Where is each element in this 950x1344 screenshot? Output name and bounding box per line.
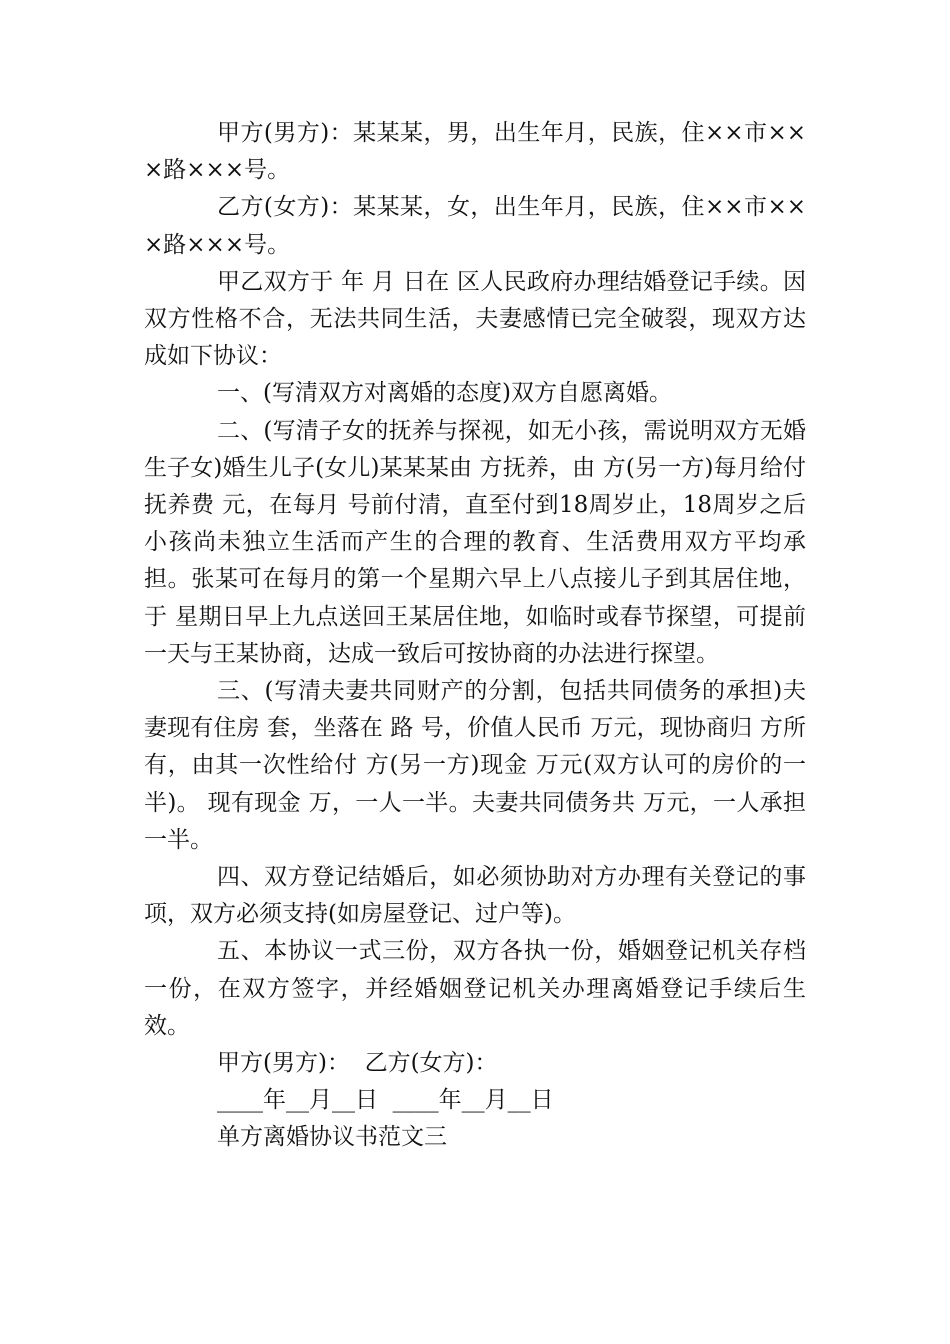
party-b-paragraph: 乙方(女方)：某某某，女，出生年月，民族，住××市×××路×××号。 [144, 194, 806, 258]
marriage-registration-paragraph: 甲乙双方于 年 月 日在 区人民政府办理结婚登记手续。因双方性格不合，无法共同生活，夫妻感情已完全破裂，现双方达成如下协议： [144, 268, 806, 370]
clause-4-paragraph: 四、双方登记结婚后，如必须协助对方办理有关登记的事项，双方必须支持(如房屋登记、过户等)。 [144, 864, 806, 928]
party-a-paragraph: 甲方(男方)：某某某，男，出生年月，民族，住××市×××路×××号。 [144, 120, 806, 184]
date-line: ____年__月__日 ____年__月__日 [217, 1087, 554, 1114]
next-section-title: 单方离婚协议书范文三 [217, 1124, 447, 1151]
clause-2-paragraph: 二、(写清子女的抚养与探视，如无小孩，需说明双方无婚生子女)婚生儿子(女儿)某某某由 方抚养，由 方(另一方)每月给付抚养费 元，在每月 号前付清，直至付到18周岁止，18周岁之后小孩尚未独立生活而产生的合理的教育、生活费用双方平均承担。张某可在每月的第一个星期六早上八点接儿子到其居住地，于 星期日早上九点送回王某居住地，如临时或春节探望，可提前一天与王某协商，达成一致后可按协商的办法进行探望。 [144, 417, 806, 667]
clause-3-paragraph: 三、(写清夫妻共同财产的分割，包括共同债务的承担)夫妻现有住房 套，坐落在 路 号，价值人民币 万元，现协商归 方所有，由其一次性给付 方(另一方)现金 万元(双方认可的房价的一半)。 现有现金 万，一人一半。夫妻共同债务共 万元，一人承担一半。 [144, 678, 806, 853]
document-page [144, 115, 806, 1157]
clause-5-paragraph: 五、本协议一式三份，双方各执一份，婚姻登记机关存档一份，在双方签字，并经婚姻登记机关办理离婚登记手续后生效。 [144, 938, 806, 1039]
clause-1-paragraph: 一、(写清双方对离婚的态度)双方自愿离婚。 [217, 380, 672, 407]
signature-line: 甲方(男方)： 乙方(女方)： [217, 1050, 498, 1077]
